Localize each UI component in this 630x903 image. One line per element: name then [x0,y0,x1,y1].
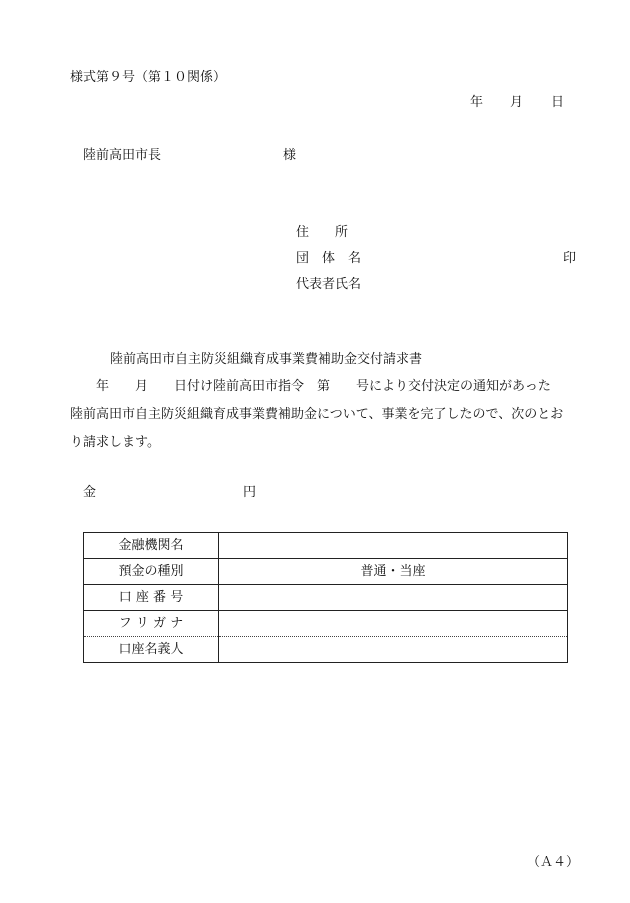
bank-name-value[interactable] [219,533,568,559]
date-month: 月 [510,95,524,110]
body-line-2: 陸前高田市自主防災組織育成事業費補助金について、事業を完了したので、次のとお [70,407,564,422]
table-row [84,559,568,585]
addressee-name: 陸前高田市長 [83,148,162,163]
body-line-3: り請求します。 [70,435,160,450]
account-holder-label: 口座名義人 [84,637,219,663]
table-row [84,585,568,611]
addressee-honorific: 様 [283,148,297,163]
account-number-value[interactable] [219,585,568,611]
page-size-note: （Ａ４） [527,855,580,870]
date-day: 日 [551,95,565,110]
form-number: 様式第９号（第１０関係） [70,70,227,85]
furigana-label: フ リ ガ ナ [84,611,219,637]
request-body [70,373,580,457]
table-row [84,637,568,663]
document-title: 陸前高田市自主防災組織育成事業費補助金交付請求書 [110,352,423,367]
bank-account-table [83,532,568,663]
org-name-label: 団 体 名 [296,251,362,266]
bank-name-label: 金融機関名 [84,533,219,559]
amount-unit: 円 [243,485,257,500]
date-year: 年 [470,95,484,110]
seal-mark: 印 [563,251,577,266]
address-label: 住 所 [296,225,349,240]
deposit-type-label: 預金の種別 [84,559,219,585]
amount-label: 金 [83,485,97,500]
deposit-type-value[interactable]: 普通・当座 [219,559,568,585]
account-number-label: 口 座 番 号 [84,585,219,611]
table-row [84,611,568,637]
table-row [84,533,568,559]
body-line-1: 年 月 日付け陸前高田市指令 第 号により交付決定の通知があった [70,379,551,394]
representative-label: 代表者氏名 [296,277,362,292]
account-holder-value[interactable] [219,637,568,663]
furigana-value[interactable] [219,611,568,637]
